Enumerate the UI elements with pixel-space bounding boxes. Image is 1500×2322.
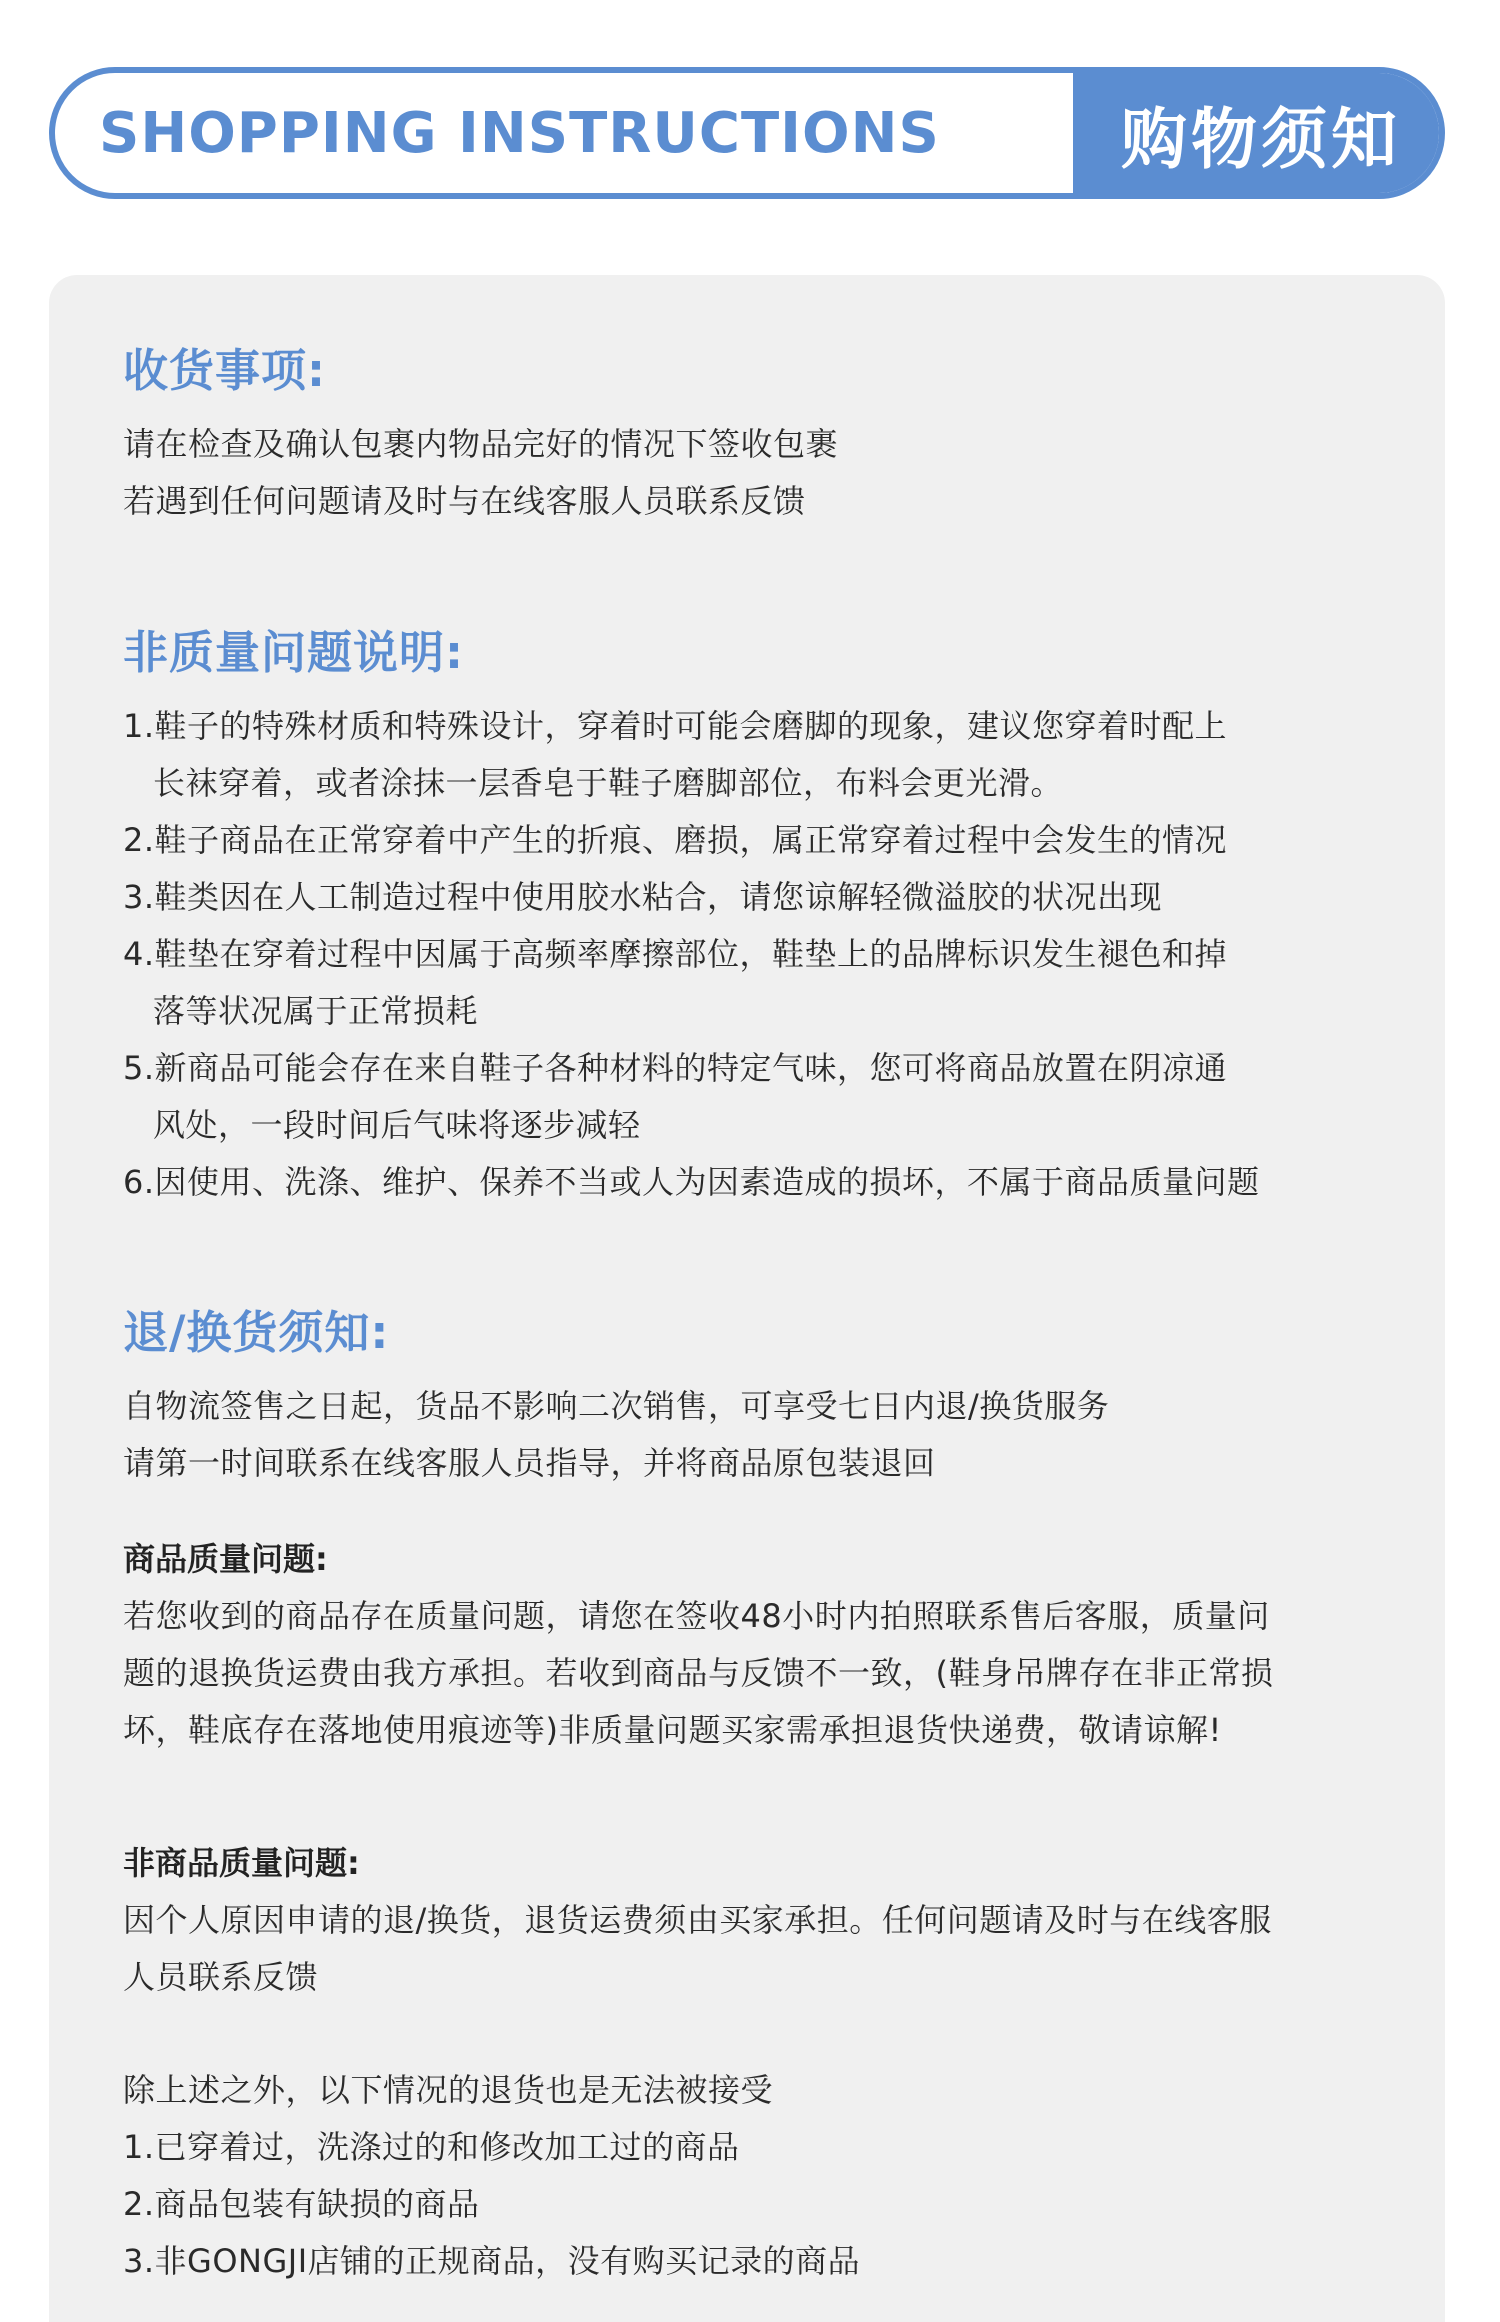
non-quality-title: 非质量问题说明: — [123, 626, 464, 679]
returns-line: 自物流签售之日起，货品不影响二次销售，可享受七日内退/换货服务 — [123, 1387, 1110, 1425]
header-title-cn: 购物须知 — [1121, 100, 1401, 178]
header-title-en: SHOPPING INSTRUCTIONS — [99, 100, 940, 166]
non-quality-line: 长袜穿着，或者涂抹一层香皂于鞋子磨脚部位，布料会更光滑。 — [153, 764, 1064, 802]
instructions-card — [49, 275, 1445, 2322]
quality-issue-line: 坏，鞋底存在落地使用痕迹等)非质量问题买家需承担退货快递费，敬请谅解! — [123, 1711, 1222, 1749]
header-right-panel — [1073, 73, 1439, 193]
header-banner — [49, 67, 1445, 199]
exceptions-line: 2.商品包装有缺损的商品 — [123, 2185, 480, 2223]
receiving-title: 收货事项: — [123, 344, 326, 397]
non-quality-line: 4.鞋垫在穿着过程中因属于高频率摩擦部位，鞋垫上的品牌标识发生褪色和掉 — [123, 935, 1228, 973]
non-product-quality-line: 人员联系反馈 — [123, 1958, 319, 1996]
header-left-panel — [55, 73, 1073, 193]
quality-issue-title: 商品质量问题: — [123, 1540, 328, 1578]
non-product-quality-title: 非商品质量问题: — [123, 1844, 360, 1882]
non-product-quality-line: 因个人原因申请的退/换货，退货运费须由买家承担。任何问题请及时与在线客服 — [123, 1901, 1272, 1939]
non-quality-line: 落等状况属于正常损耗 — [153, 992, 479, 1030]
returns-title: 退/换货须知: — [123, 1306, 390, 1359]
non-quality-line: 1.鞋子的特殊材质和特殊设计，穿着时可能会磨脚的现象，建议您穿着时配上 — [123, 707, 1228, 745]
receiving-line: 若遇到任何问题请及时与在线客服人员联系反馈 — [123, 482, 806, 520]
non-quality-line: 2.鞋子商品在正常穿着中产生的折痕、磨损，属正常穿着过程中会发生的情况 — [123, 821, 1228, 859]
exceptions-line: 1.已穿着过，洗涤过的和修改加工过的商品 — [123, 2128, 740, 2166]
non-quality-line: 6.因使用、洗涤、维护、保养不当或人为因素造成的损坏，不属于商品质量问题 — [123, 1163, 1260, 1201]
non-quality-line: 5.新商品可能会存在来自鞋子各种材料的特定气味，您可将商品放置在阴凉通 — [123, 1049, 1228, 1087]
non-quality-line: 3.鞋类因在人工制造过程中使用胶水粘合，请您谅解轻微溢胶的状况出现 — [123, 878, 1163, 916]
non-quality-line: 风处，一段时间后气味将逐步减轻 — [153, 1106, 641, 1144]
receiving-line: 请在检查及确认包裹内物品完好的情况下签收包裹 — [123, 425, 839, 463]
exceptions-line: 3.非GONGJI店铺的正规商品，没有购买记录的商品 — [123, 2242, 861, 2280]
quality-issue-line: 若您收到的商品存在质量问题，请您在签收48小时内拍照联系售后客服，质量问 — [123, 1597, 1270, 1635]
returns-line: 请第一时间联系在线客服人员指导，并将商品原包装退回 — [123, 1444, 936, 1482]
exceptions-line: 除上述之外，以下情况的退货也是无法被接受 — [123, 2071, 774, 2109]
quality-issue-line: 题的退换货运费由我方承担。若收到商品与反馈不一致，(鞋身吊牌存在非正常损 — [123, 1654, 1274, 1692]
